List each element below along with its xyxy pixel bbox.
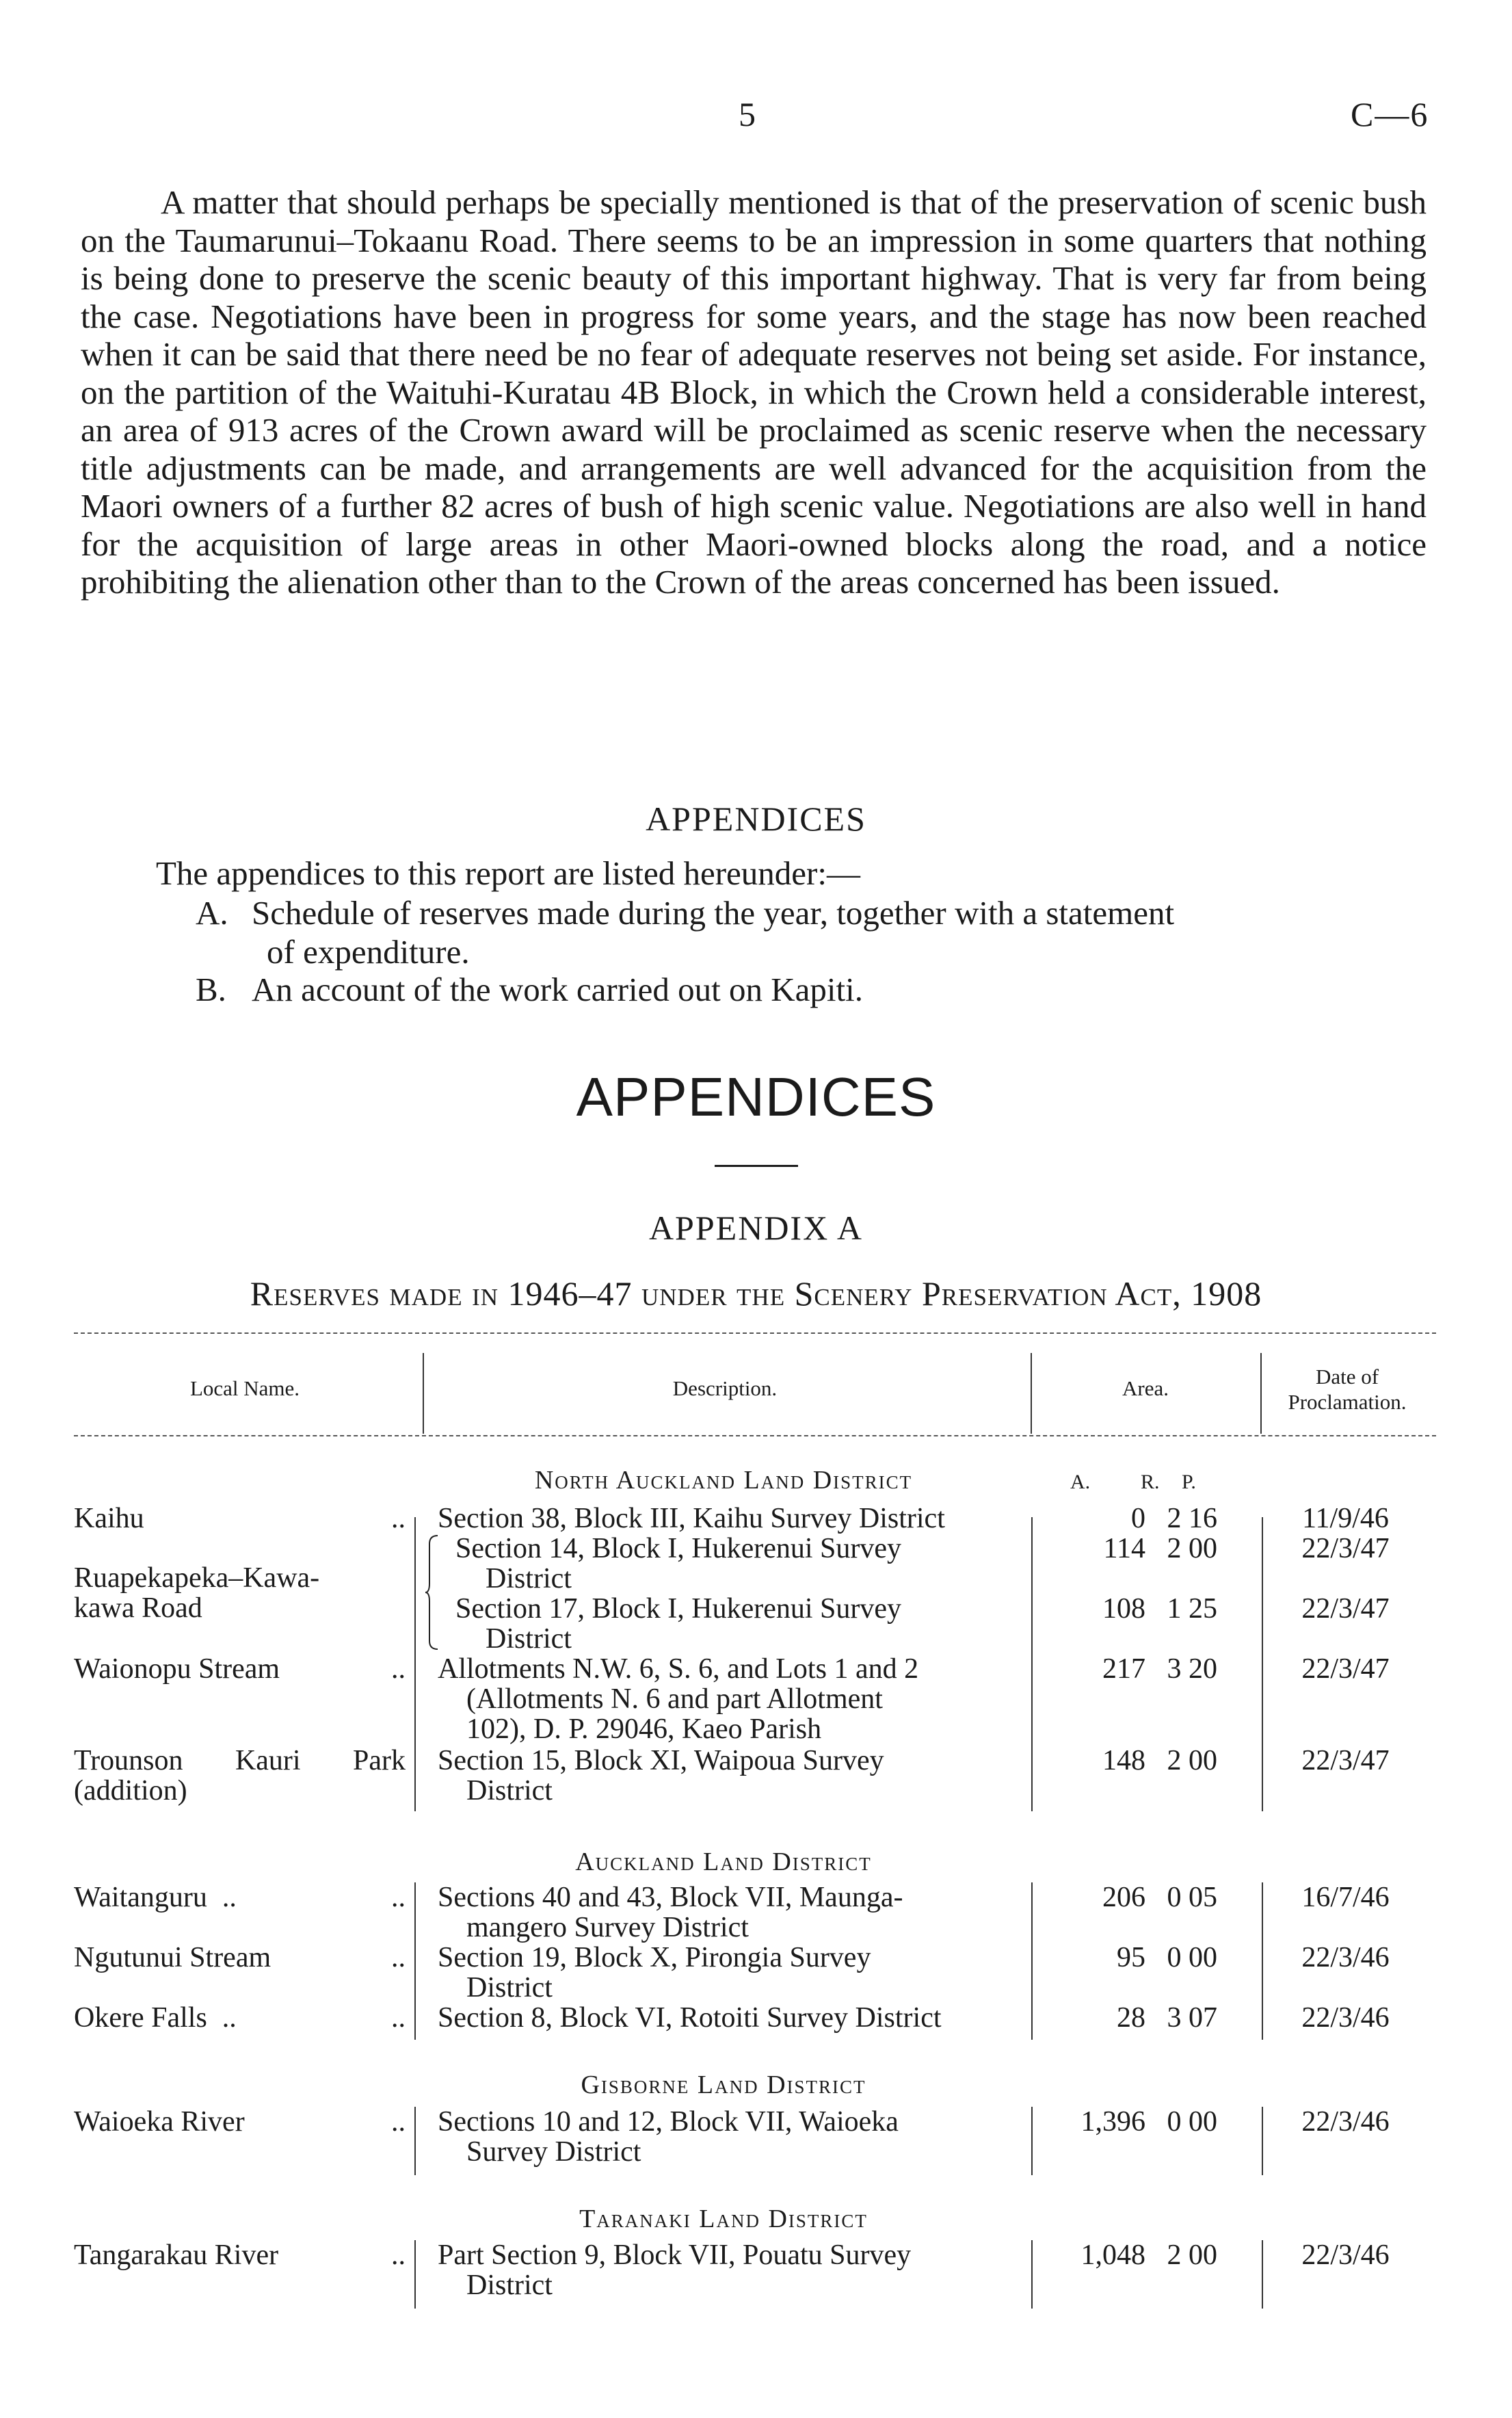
row-area-kaihu: 0 2 16 bbox=[1131, 1503, 1217, 1534]
row-name-waitanguru: Waitanguru bbox=[74, 1882, 207, 1913]
reserves-title: Reserves made in 1946–47 under the Scenery Preservation Act, 1908 bbox=[250, 1274, 1262, 1313]
brace-icon bbox=[425, 1534, 439, 1651]
row-date-tangarakau: 22/3/46 bbox=[1301, 2239, 1390, 2271]
row-area-tangarakau: 1,048 2 00 bbox=[1080, 2239, 1217, 2271]
area-unit-acres: A. bbox=[1070, 1471, 1091, 1493]
row-name-ruapekapeka-line2: kawa Road bbox=[74, 1592, 202, 1624]
district-taranaki: Taranaki Land District bbox=[579, 2205, 868, 2233]
row-name-trounson-line1: Trounson Kauri Park bbox=[74, 1745, 406, 1776]
dot-leader: .. bbox=[391, 1503, 406, 1534]
row-desc-ngutunui-2: District bbox=[466, 1972, 553, 2003]
row-desc-waionopu-3: 102), D. P. 29046, Kaeo Parish bbox=[466, 1713, 822, 1745]
row-area-ruapekapeka-1: 114 2 00 bbox=[1103, 1533, 1217, 1564]
appendix-a-title: APPENDIX A bbox=[648, 1209, 864, 1247]
row-desc-ruapekapeka-1b: District bbox=[486, 1563, 572, 1594]
row-name-ruapekapeka-line1: Ruapekapeka–Kawa- bbox=[74, 1562, 320, 1594]
row-area-waionopu: 217 3 20 bbox=[1102, 1653, 1217, 1685]
title-rule bbox=[715, 1165, 798, 1167]
row-name-kaihu: Kaihu bbox=[74, 1503, 144, 1534]
row-desc-tangarakau-1: Part Section 9, Block VII, Pouatu Survey bbox=[438, 2239, 912, 2271]
table-header-rule bbox=[74, 1435, 1436, 1436]
district-north-auckland: North Auckland Land District bbox=[534, 1466, 913, 1495]
row-date-ruapekapeka-1: 22/3/47 bbox=[1301, 1533, 1390, 1564]
row-date-ngutunui: 22/3/46 bbox=[1301, 1942, 1390, 1973]
row-date-waitanguru: 16/7/46 bbox=[1301, 1882, 1390, 1913]
header-description: Description. bbox=[672, 1376, 778, 1400]
row-desc-ruapekapeka-2b: District bbox=[486, 1623, 572, 1655]
header-divider-2 bbox=[1031, 1353, 1032, 1434]
row-desc-trounson-1: Section 15, Block XI, Waipoua Survey bbox=[438, 1745, 884, 1776]
list-text-a-line2: of expenditure. bbox=[267, 933, 470, 971]
row-desc-kaihu: Section 38, Block III, Kaihu Survey District bbox=[438, 1503, 945, 1534]
row-desc-waionopu-1: Allotments N.W. 6, S. 6, and Lots 1 and 2 bbox=[438, 1653, 919, 1685]
body-divider-2c bbox=[1031, 2107, 1033, 2175]
body-divider-1b bbox=[414, 1882, 416, 2040]
row-desc-waitanguru-2: mangero Survey District bbox=[466, 1912, 749, 1943]
district-gisborne: Gisborne Land District bbox=[581, 2071, 866, 2099]
row-date-waioeka: 22/3/46 bbox=[1301, 2106, 1390, 2138]
dot-leader: .. bbox=[391, 2239, 406, 2271]
row-name-tangarakau: Tangarakau River bbox=[74, 2239, 279, 2271]
dot-leader: .. bbox=[391, 1882, 406, 1913]
row-desc-tangarakau-2: District bbox=[466, 2270, 553, 2301]
body-divider-1d bbox=[414, 2240, 416, 2309]
appendices-intro: The appendices to this report are listed hereunder:— bbox=[156, 854, 860, 892]
dot-leader: .. bbox=[222, 1882, 237, 1913]
row-area-okere: 28 3 07 bbox=[1117, 2002, 1217, 2034]
list-text-a-line1: Schedule of reserves made during the year, together with a statement bbox=[252, 894, 1175, 932]
appendix-list-item-a bbox=[196, 893, 1427, 971]
row-date-okere: 22/3/46 bbox=[1301, 2002, 1390, 2034]
body-divider-2b bbox=[1031, 1882, 1033, 2040]
row-area-waioeka: 1,396 0 00 bbox=[1080, 2106, 1217, 2138]
table-top-rule bbox=[74, 1332, 1436, 1334]
area-unit-roods: R. bbox=[1141, 1471, 1160, 1493]
body-divider-3c bbox=[1262, 2107, 1263, 2175]
row-name-okere: Okere Falls bbox=[74, 2002, 207, 2034]
row-desc-ruapekapeka-2a: Section 17, Block I, Hukerenui Survey bbox=[455, 1593, 902, 1625]
dot-leader: .. bbox=[391, 1653, 406, 1685]
body-divider-2d bbox=[1031, 2240, 1033, 2309]
row-name-waioeka: Waioeka River bbox=[74, 2106, 245, 2138]
row-desc-waionopu-2: (Allotments N. 6 and part Allotment bbox=[466, 1683, 883, 1715]
page-code: C—6 bbox=[1351, 95, 1429, 133]
row-name-ngutunui: Ngutunui Stream bbox=[74, 1942, 271, 1973]
page-number: 5 bbox=[739, 95, 756, 133]
body-paragraph: A matter that should perhaps be specially mentioned is that of the preservation of scenic bush on the Taumarunui–Tokaanu Road. There seems to be an impression in some quarters that nothing is being done to preserve the scenic beauty of this important highway. That is very far from being the case. Negotiations have been in progress for some years, and the stage has now been reached when it can be said that there need be no fear of adequate reserves not being set aside. For instance, on the partition of the Waituhi-Kuratau 4B Block, in which the Crown held a considerable interest, an area of 913 acres of the Crown award will be proclaimed as scenic reserve when the necessary title adjustments can be made, and arrangements are well advanced for the acquisition from the Maori owners of a further 82 acres of bush of high scenic value. Negotiations are also well in hand for the acquisition of large areas in other Maori-owned blocks along the road, and a notice prohibiting the alienation other than to the Crown of the areas concerned has been issued. bbox=[81, 183, 1427, 601]
row-area-waitanguru: 206 0 05 bbox=[1102, 1882, 1217, 1913]
header-divider-3 bbox=[1260, 1353, 1262, 1434]
row-date-trounson: 22/3/47 bbox=[1301, 1745, 1390, 1776]
dot-leader: .. bbox=[391, 2106, 406, 2138]
body-divider-1a bbox=[414, 1517, 416, 1811]
row-desc-waitanguru-1: Sections 40 and 43, Block VII, Maunga- bbox=[438, 1882, 903, 1913]
row-name-waionopu: Waionopu Stream bbox=[74, 1653, 280, 1685]
row-desc-trounson-2: District bbox=[466, 1775, 553, 1806]
row-area-ruapekapeka-2: 108 1 25 bbox=[1102, 1593, 1217, 1625]
area-unit-perches: P. bbox=[1182, 1471, 1196, 1493]
list-letter-b: B. bbox=[196, 971, 226, 1008]
appendices-heading: APPENDICES bbox=[646, 800, 866, 838]
dot-leader: .. bbox=[391, 1942, 406, 1973]
body-divider-3b bbox=[1262, 1882, 1263, 2040]
body-divider-2a bbox=[1031, 1517, 1033, 1811]
header-divider-1 bbox=[423, 1353, 424, 1434]
header-area: Area. bbox=[1122, 1376, 1169, 1400]
row-desc-waioeka-2: Survey District bbox=[466, 2136, 641, 2168]
body-divider-3d bbox=[1262, 2240, 1263, 2309]
row-desc-waioeka-1: Sections 10 and 12, Block VII, Waioeka bbox=[438, 2106, 899, 2138]
row-desc-ngutunui-1: Section 19, Block X, Pirongia Survey bbox=[438, 1942, 871, 1973]
row-desc-ruapekapeka-1a: Section 14, Block I, Hukerenui Survey bbox=[455, 1533, 902, 1564]
row-date-waionopu: 22/3/47 bbox=[1301, 1653, 1390, 1685]
dot-leader: .. bbox=[391, 2002, 406, 2034]
header-date-line1: Date of bbox=[1315, 1365, 1379, 1389]
header-local-name: Local Name. bbox=[189, 1376, 300, 1400]
body-divider-3a bbox=[1262, 1517, 1263, 1811]
list-letter-a: A. bbox=[196, 894, 228, 932]
row-date-ruapekapeka-2: 22/3/47 bbox=[1301, 1593, 1390, 1625]
row-desc-okere: Section 8, Block VI, Rotoiti Survey District bbox=[438, 2002, 942, 2034]
row-name-trounson-line2: (addition) bbox=[74, 1775, 187, 1806]
header-date-line2: Proclamation. bbox=[1288, 1390, 1407, 1414]
main-title: APPENDICES bbox=[576, 1066, 936, 1127]
row-area-trounson: 148 2 00 bbox=[1102, 1745, 1217, 1776]
district-auckland: Auckland Land District bbox=[575, 1848, 872, 1876]
row-area-ngutunui: 95 0 00 bbox=[1117, 1942, 1217, 1973]
appendix-list-item-b bbox=[196, 970, 1427, 1009]
row-date-kaihu: 11/9/46 bbox=[1302, 1503, 1389, 1534]
dot-leader: .. bbox=[222, 2002, 237, 2034]
list-text-b: An account of the work carried out on Kapiti. bbox=[252, 971, 863, 1008]
body-divider-1c bbox=[414, 2107, 416, 2175]
